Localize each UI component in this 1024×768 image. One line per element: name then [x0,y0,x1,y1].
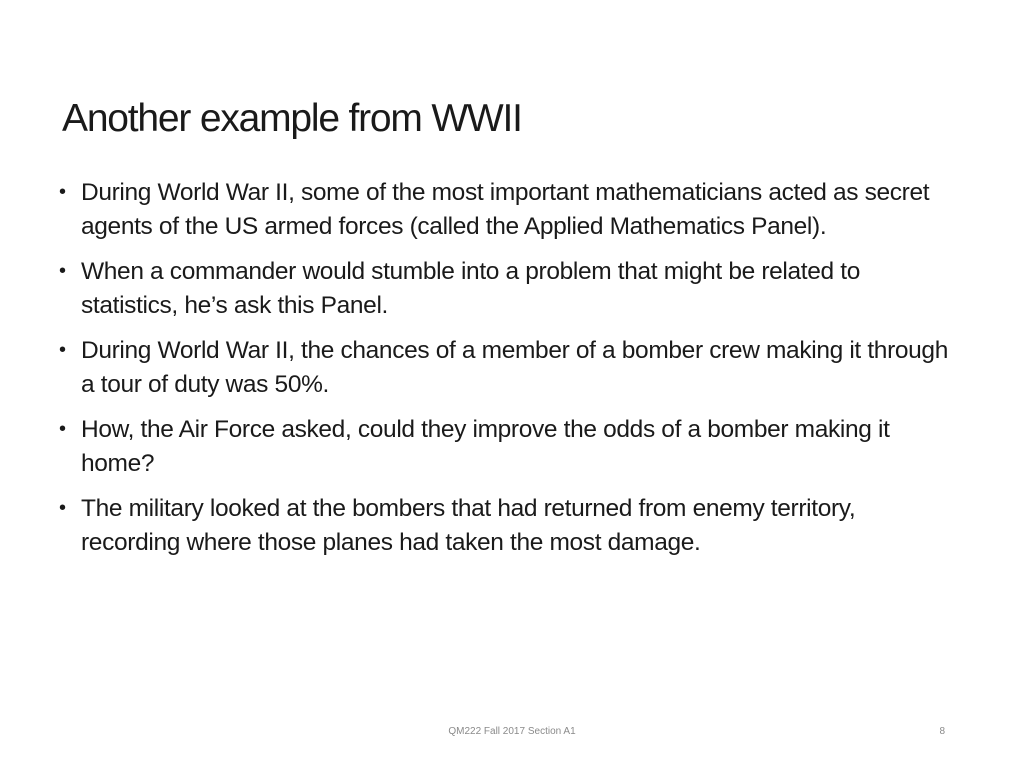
slide-title: Another example from WWII [62,97,522,140]
page-number: 8 [939,726,945,737]
bullet-marker: • [59,260,66,282]
bullet-marker: • [59,497,66,519]
bullet-list [59,176,959,571]
bullet-item [59,176,959,243]
bullet-item [59,413,959,480]
bullet-text: During World War II, the chances of a member of a bomber crew making it through a tour of duty was 50%. [81,337,948,398]
bullet-text: During World War II, some of the most important mathematicians acted as secret agents of the US armed forces (called the Applied Mathematics Panel). [81,179,930,240]
bullet-marker: • [59,339,66,361]
bullet-item [59,492,959,559]
bullet-text: When a commander would stumble into a problem that might be related to statistics, he’s ask this Panel. [81,258,860,319]
bullet-item [59,255,959,322]
bullet-text: The military looked at the bombers that had returned from enemy territory, recording where those planes had taken the most damage. [81,495,856,556]
bullet-marker: • [59,418,66,440]
slide-footer: QM222 Fall 2017 Section A1 [448,726,576,737]
bullet-text: How, the Air Force asked, could they improve the odds of a bomber making it home? [81,416,890,477]
bullet-marker: • [59,181,66,203]
bullet-item [59,334,959,401]
